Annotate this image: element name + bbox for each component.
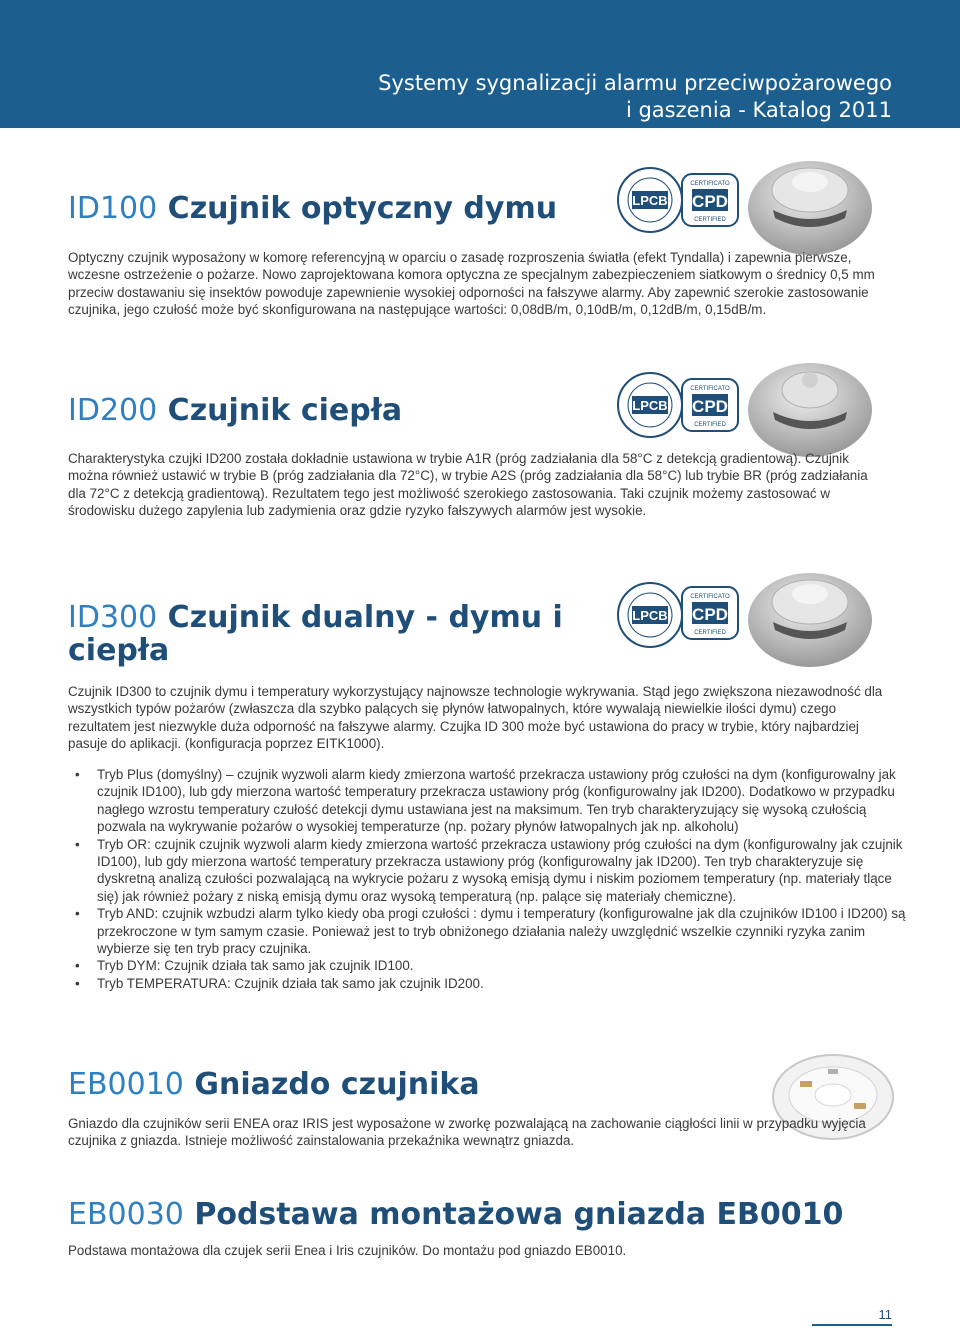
cpd-logo-icon (680, 172, 740, 228)
catalog-title-line1: Systemy sygnalizacji alarmu przeciwpożarowego (378, 71, 892, 95)
section-title-id100 (68, 192, 557, 225)
section-title-text: Gniazdo czujnika (194, 1067, 480, 1102)
list-item: • Tryb Plus (domyślny) – czujnik wyzwoli alarm kiedy zmierzona wartość przekracza ustawiony próg czułości na dym (konfigurowalny jak czujnik ID100), lub gdy mierzona wartość temperatury przekracza ustawiony próg (konfigurowalny jak ID200). Dodatkowo w przypadku nagłego wzrostu temperatury czułość detekcji dymu ustawiana jest na maksimum. Ten tryb charakteryzujący się wysoką czułością pozwala na wykrywanie pożarów o wysokiej temperaturze (np. pożary płynów łatwopalnych jak np. alkoholu) (97, 766, 917, 836)
cpd-top-text: CERTIFICATO (690, 181, 730, 187)
section-title-text: Podstawa montażowa gniazda EB0010 (194, 1197, 844, 1232)
section-title-eb0030 (68, 1198, 843, 1231)
section-title-id200 (68, 394, 402, 427)
section-body-id100: Optyczny czujnik wyposażony w komorę referencyjną w oparciu o zasadę rozproszenia światła (efekt Tyndalla) i zapewnia pierwsze, wczesne ostrzeżenie o pożarze. Nowo zaprojektowana komora optyczna ze specjalnym zabezpieczeniem siatkowym o średnicy 0,5 mm przeciw dostawaniu się insektów powoduje zapewnienie wysokiej odporności na fałszywe alarmy. Aby zapewnić szerokie zastosowanie czujnika, jego czułość może być skonfigurowana na następujące wartości: 0,08dB/m, 0,10dB/m, 0,12dB/m, 0,15dB/m. (68, 250, 875, 318)
cpd-bottom-text: CERTIFIED (694, 217, 726, 223)
lpcb-text: LPCB (632, 398, 668, 413)
cpd-text: CPD (692, 397, 728, 416)
section-body-eb0010: Gniazdo dla czujników serii ENEA oraz IRIS jest wyposażone w zworkę pozwalającą na zachowanie ciągłości linii w przypadku wyjęcia czujnika z gniazda. Istnieje możliwość zainstalowania przekaźnika wewnątrz gniazda. (68, 1116, 866, 1149)
list-item: • Tryb DYM: Czujnik działa tak samo jak czujnik ID100. (97, 957, 917, 974)
list-item: • Tryb AND: czujnik wzbudzi alarm tylko kiedy oba progi czułości : dymu i temperatury (konfigurowalne jak dla czujników ID100 i ID200) są przekroczone w tym samym czasie. Ponieważ jest to tryb obniżonego działania należy uwzględnić wszelkie czynniki ryzyka zanim wybierze się ten tryb pracy czujnika. (97, 905, 917, 957)
section-code: EB0010 (68, 1067, 184, 1102)
section-title-id300 (68, 601, 588, 667)
lpcb-logo-icon (615, 580, 685, 650)
section-title-text: Czujnik dualny - dymu i ciepła (68, 600, 563, 668)
id300-mode-list (68, 766, 917, 992)
section-code: ID100 (68, 191, 158, 226)
lpcb-logo-icon (615, 165, 685, 235)
cpd-logo-icon (680, 377, 740, 433)
section-code: EB0030 (68, 1197, 184, 1232)
page-number-rule (812, 1324, 892, 1326)
lpcb-text: LPCB (632, 608, 668, 623)
cpd-text: CPD (692, 192, 728, 211)
section-body-id300: Czujnik ID300 to czujnik dymu i temperatury wykorzystujący najnowsze technologie wykrywania. Stąd jego zwiększona niezawodność dla wszystkich typów pożarów (zwłaszcza dla szybko palących się płynów łatwopalnych, które wywalają niewielkie ilości dymu) czego rezultatem jest niezwykle duża odporność na fałszywe alarmy. Czujka ID 300 może być ustawiona do pracy w trybie, który najbardziej pasuje do aplikacji. (konfiguracja poprzez EITK1000). (68, 684, 883, 752)
id300-detector-image (745, 560, 875, 670)
header-band (0, 0, 960, 128)
cpd-text: CPD (692, 605, 728, 624)
catalog-title-line2: i gaszenia - Katalog 2011 (625, 98, 892, 122)
id100-detector-image (745, 148, 875, 258)
lpcb-text: LPCB (632, 193, 668, 208)
cpd-top-text: CERTIFICATO (690, 386, 730, 392)
section-title-text: Czujnik ciepła (167, 393, 403, 428)
cpd-bottom-text: CERTIFIED (694, 630, 726, 636)
section-body-eb0030: Podstawa montażowa dla czujek serii Enea i Iris czujników. Do montażu pod gniazdo EB0010. (68, 1243, 627, 1258)
cpd-bottom-text: CERTIFIED (694, 422, 726, 428)
lpcb-logo-icon (615, 370, 685, 440)
page-number: 11 (878, 1307, 892, 1322)
list-item: • Tryb OR: czujnik czujnik wyzwoli alarm kiedy zmierzona wartość przekracza ustawiony próg czułości na dym (konfigurowalny jak czujnik ID100), lub gdy mierzona wartość temperatury przekracza ustawiony próg (konfigurowalny jak ID200). Ten tryb charakteryzuje się dyskretną analizą czułości pozwalającą na wykrycie pożaru z wysoką emisją dymu i niskim poziomem temperatury (np. materiały tlące się) jak również pożary z niską emisją dymu oraz wysoką temperaturą (np. palące się materiały chemiczne). (97, 836, 917, 906)
section-code: ID300 (68, 600, 158, 635)
cpd-top-text: CERTIFICATO (690, 594, 730, 600)
cpd-logo-icon (680, 585, 740, 641)
catalog-title (292, 70, 892, 124)
section-title-eb0010 (68, 1068, 480, 1101)
section-body-id200: Charakterystyka czujki ID200 została dokładnie ustawiona w trybie A1R (próg zadziałania dla 58°C z detekcją gradientową). Czujnik można również ustawić w trybie B (próg zadziałania dla 72°C), w trybie A2S (próg zadziałania dla 58°C) lub trybie BR (próg zadziałania dla 72°C z detekcją gradientową). Rezultatem tego jest możliwość szerokiego zastosowania. Taki czujnik możemy zastosować w środowisku dużego zapylenia lub zadymienia oraz gdzie ryzyko fałszywych alarmów jest wysokie. (68, 451, 868, 519)
list-item: • Tryb TEMPERATURA: Czujnik działa tak samo jak czujnik ID200. (97, 975, 917, 992)
section-code: ID200 (68, 393, 158, 428)
section-title-text: Czujnik optyczny dymu (167, 191, 558, 226)
id200-detector-image (745, 350, 875, 460)
